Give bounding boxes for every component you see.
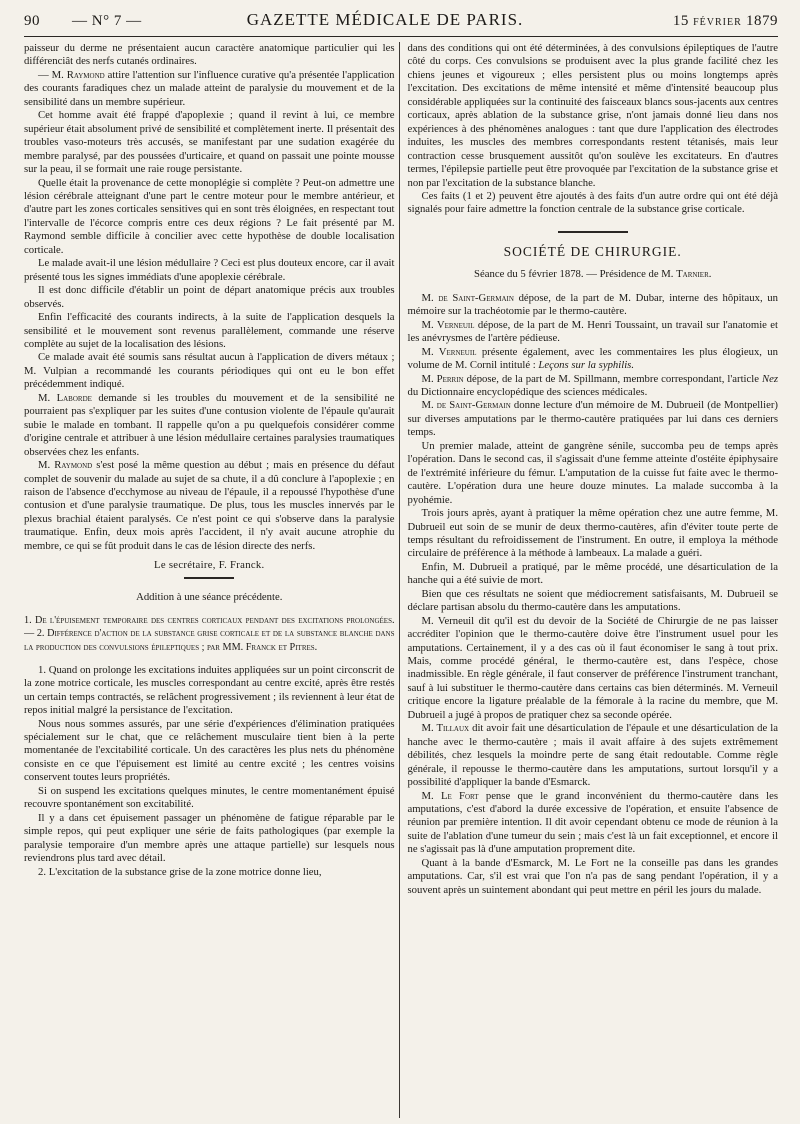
- paragraph: Un premier malade, atteint de gangrène sénile, succomba peu de temps après l'opération. Dans le second cas, il s'agissait d'une femme atteinte d'ostéite épiphysaire de l'extrémité inférieure du fémur. L'amputation de la cuisse fut faite avec le thermo-cautère. L'opération dura une heure douze minutes. La malade succomba à la pyohémie.: [407, 439, 778, 506]
- paragraph: [407, 373, 778, 400]
- speaker-name: M. Laborde: [38, 391, 92, 404]
- paragraph: [407, 722, 778, 789]
- paragraph: Ces faits (1 et 2) peuvent être ajoutés à des faits d'un autre ordre qui ont été déjà signalés pour faire admettre la fonction centrale de la substance grise corticale.: [407, 189, 778, 216]
- paragraph: [24, 392, 395, 459]
- paragraph: Nous nous sommes assurés, par une série d'expériences d'élimination pratiquées spécialement sur le chat, que ce relâchement musculaire tient bien à la perte momentanée de l'excitabilité corticale. Un des caractères les plus nets du phénomène consiste en ce que l'épuisement est limité au centre excité ; les centres voisins conservent toutes leurs propriétés.: [24, 717, 395, 784]
- paragraph: [407, 292, 778, 319]
- paragraph: — M. Raymond attire l'attention sur l'influence curative qu'a présentée l'application des courants faradiques chez un malade atteint de paralysie du mouvement et de la sensibilité dans un membre supérieur.: [24, 68, 395, 108]
- paragraph: Trois jours après, ayant à pratiquer la même opération chez une autre femme, M. Dubrueil eut soin de se munir de deux thermo-cautères, afin d'éviter toute perte de temps résultant du refroidissement de l'instrument. En outre, il employa la méthode circulaire de préférence à la méthode à lambeaux. La malade a guéri.: [407, 507, 778, 560]
- paragraph: [407, 790, 778, 857]
- paragraph-text: présente également, avec les commentaires les plus élogieux, un volume de M. Cornil intitulé :: [407, 345, 778, 372]
- paragraph: Quant à la bande d'Esmarck, M. Le Fort ne la conseille pas dans les grandes amputations. Car, s'il est vrai que l'on n'a pas de sang pendant l'opération, il y a souvent après un suintement abondant qui peut mettre en péril les jours du malade.: [407, 856, 778, 896]
- paragraph: Quelle était la provenance de cette monoplégie si complète ? Peut-on admettre une lésion cérébrale atteignant d'une part le centre moteur pour le membre antérieur, et d'autre part les zones corticales sensitives qui en sont très éloignées, en respectant tout l'intervalle de l'écorce compris entre ces deux régions ? Le fait présenté par M. Raymond semble difficile à concilier avec cette hypothèse de double localisation corticale.: [24, 176, 395, 256]
- journal-title: GAZETTE MÉDICALE DE PARIS.: [246, 10, 524, 29]
- header-rule: [24, 36, 778, 37]
- speaker-name: M. Verneuil: [421, 318, 475, 331]
- article-word: Nez: [761, 372, 778, 385]
- speaker-name: M. Verneuil: [421, 345, 477, 358]
- section-divider: [184, 577, 234, 579]
- paragraph: [24, 459, 395, 553]
- paragraph-text: donne lecture d'un mémoire de M. Dubrueil (de Montpellier) sur diverses amputations par le thermo-cautère pratiquées par lui dans ces derniers temps.: [407, 399, 778, 439]
- paragraph-text: pense que le grand inconvénient du thermo-cautère dans les amputations, c'est d'abord la durée excessive de l'opération, et ensuite l'absence de réunion par première intention. Il dit avoir cependant obtenu ce mode de réunion à la suite de l'ablation d'une tumeur du sein ; mais c'est là un fait exceptionnel, et encore il ne s'agissait pas là d'une amputation proprement dite.: [407, 789, 778, 856]
- addition-heading: Addition à une séance précédente.: [136, 590, 283, 603]
- date-month: FÉVRIER: [693, 17, 742, 28]
- columns: [24, 42, 778, 1118]
- seance-text: Séance du 5 février 1878. — Présidence de M.: [474, 268, 677, 281]
- paragraph: M. Verneuil dit qu'il est du devoir de la Société de Chirurgie de ne pas laisser accréditer l'opinion que le thermo-cautère doive être l'instrument usuel pour les amputations. Certainement, il y a des cas où il faut économiser le sang à tout prix. Mais, comme procédé général, le thermo-cautère est, dans l'espèce, chose inadmissible. En règle générale, il faut conserver de préférence l'instrument tranchant, sauf à lui substituer le thermo-cautère dans certains cas bien déterminés. M. Verneuil critique encore la ligature préalable de la fémorale à la racine du membre, que M. Dubrueil a jugé à propos de pratiquer chez sa seconde opérée.: [407, 614, 778, 721]
- paragraph: Il y a dans cet épuisement passager un phénomène de fatigue réparable par le simple repos, qui peut expliquer une série de faits pathologiques (par exemple la paralysie temporaire d'un membre après une attaque partielle) sur lesquels nous reviendrons plus tard avec détail.: [24, 811, 395, 865]
- paragraph: Enfin l'efficacité des courants indirects, à la suite de l'application desquels la sensibilité et le mouvement sont revenus parallèlement, commande une réserve complète au sujet de la localisation des lésions.: [24, 311, 395, 350]
- paragraph: Si on suspend les excitations quelques minutes, le centre momentanément épuisé recouvre spontanément son excitabilité.: [24, 784, 395, 811]
- speaker-name: M. Le Fort: [421, 789, 479, 802]
- book-title: Leçons sur la syphilis.: [538, 359, 635, 372]
- paragraph-text: attire l'attention sur l'influence curative qu'a présentée l'application des courants faradiques chez un malade atteint de paralysie du mouvement et de la sensibilité dans un membre supérieur.: [24, 68, 395, 108]
- paragraph-text: dépose, de la part de M. Henri Toussaint, un travail sur l'anatomie et les anévrysmes de l'artère pédieuse.: [407, 318, 778, 345]
- seance-line: [407, 268, 778, 281]
- paragraph: Enfin, M. Dubrueil a pratiqué, par le même procédé, une désarticulation de la hanche qui a été suivie de mort.: [407, 560, 778, 587]
- paragraph: Le malade avait-il une lésion médullaire ? Ceci est plus douteux encore, car il avait présenté tous les signes immédiats d'une apoplexie cérébrale.: [24, 257, 395, 283]
- secretary-signature: Le secrétaire, F. Franck.: [154, 559, 265, 572]
- paragraph: Cet homme avait été frappé d'apoplexie ; quand il revint à lui, ce membre supérieur était absolument privé de sensibilité et complètement inerte. Il présentait des troubles vaso-moteurs très accusés, se manifestant par une sudation exagérée du membre paralysé, par des poussées d'urticaire, et quand on passait une pointe mousse sur la peau, il se formait une raie rouge persistante.: [24, 109, 395, 176]
- paragraph-text: s'est posé la même question au début ; mais en présence du défaut complet de souvenir du malade au sujet de sa chute, il a dû conclure à l'apoplexie ; en raison de l'absence d'ecchymose au niveau de l'épaule, il a repoussé l'hypothèse d'une contusion et d'une paralysie traumatique. De plus, tous les muscles innervés par le plexus brachial étaient paralysés. Ce n'est point ce qui s'observe dans la paralysie traumatique. Enfin, deux mois après l'accident, il n'y avait aucune atrophie du membre, ce qui se fût produit dans le cas de lésion directe des nerfs.: [24, 459, 395, 552]
- president-name: Tarnier.: [676, 268, 712, 281]
- speaker-name: M. Perrin: [421, 372, 464, 385]
- page-header: [24, 0, 778, 30]
- paragraph: dans des conditions qui ont été déterminées, à des convulsions épileptiques de l'autre côté du corps. Ces convulsions se produisent avec la plus grande facilité chez les chiens jeunes et vigoureux ; elles persistent plus ou moins longtemps après l'excitation. Des excitations de même intensité et même d'intensité beaucoup plus considérable appliquées sur la continuité des faisceaux blancs sous-jacents aux centres corticaux, après ablation de la substance grise, n'ont jamais donné lieu dans nos expériences à des phénomènes analogues : tant que dure l'application des électrodes induites, les muscles des membres correspondants restent tétanisés, mais leur contraction cesse brusquement aussitôt qu'on soulève les excitateurs. En d'autres termes, l'épilepsie partielle peut être provoquée par l'excitation de la substance grise et non par l'excitation de la substance blanche.: [407, 42, 778, 189]
- paragraph-text: dit avoir fait une désarticulation de l'épaule et une désarticulation de la hanche avec le thermo-cautère ; mais il avait affaire à des sujets extrêmement débilités, chez lesquels la moindre perte de sang était redoutable. Comme règle générale, il repousse le thermo-cautère dans les amputations, surtout lorsqu'il y a possibilité d'appliquer la bande d'Esmarck.: [407, 722, 778, 789]
- paragraph: 1. Quand on prolonge les excitations induites appliquées sur un point circonscrit de la zone motrice corticale, les muscles correspondant au centre excité, après être restés un certain temps contractés, se relâchent progressivement ; ils reviennent à leur état de repos initial malgré la persistance de l'excitation.: [24, 663, 395, 717]
- paragraph-text: du Dictionnaire encyclopédique des sciences médicales.: [407, 385, 648, 398]
- paragraph: Ce malade avait été soumis sans résultat aucun à l'application de divers métaux ; M. Vulpian a recommandé les courants périodiques qui ont eu le bon effet précédemment indiqué.: [24, 351, 395, 391]
- section-title: SOCIÉTÉ DE CHIRURGIE.: [503, 243, 682, 259]
- column-rule: [399, 42, 400, 1118]
- issue-date: [578, 13, 778, 30]
- paragraph-text: dépose, de la part de M. Dubar, interne des hôpitaux, un mémoire sur la trachéotomie par le thermo-cautère.: [407, 291, 778, 318]
- paragraph-text: demande si les troubles du mouvement et de la sensibilité ne pourraient pas s'expliquer par les suites d'une contusion violente de l'épaule qu'aurait subie le malade en tombant. Il rappelle qu'on a pu quelquefois considérer comme d'origine centrale et attribuer à une lésion médullaire certaines paralysies traumatiques observées chez les enfants.: [24, 391, 395, 458]
- paragraph: [407, 319, 778, 346]
- paragraph: 2. L'excitation de la substance grise de la zone motrice donne lieu,: [38, 865, 322, 878]
- speaker-name: M. de Saint-Germain: [421, 291, 514, 304]
- paragraph: Bien que ces résultats ne soient que médiocrement satisfaisants, M. Dubrueil se déclare partisan absolu du thermo-cautère dans les amputations.: [407, 587, 778, 614]
- page-number: 90: [24, 13, 40, 29]
- date-year: 1879: [746, 13, 778, 29]
- right-column: [407, 42, 778, 1118]
- paragraph: [407, 346, 778, 373]
- speaker-name: M. Raymond: [51, 68, 105, 81]
- paragraph: paisseur du derme ne présentaient aucun caractère anatomique particulier qui les différenciât des nerfs cutanés ordinaires.: [24, 42, 395, 68]
- speaker-name: M. Tillaux: [421, 722, 470, 735]
- section-divider: [558, 231, 628, 233]
- paragraph-text: dépose, de la part de M. Spillmann, membre correspondant, l'article: [463, 372, 762, 385]
- paragraph: Il est donc difficile d'établir un point de départ anatomique précis aux troubles observés.: [24, 284, 395, 310]
- date-day: 15: [672, 13, 689, 29]
- left-column: [24, 42, 395, 1118]
- article-title: 1. De l'épuisement temporaire des centres corticaux pendant des excitations prolongées. — 2. Différence d'action de la substance grise corticale et de la substance blanche dans la production des convulsions épileptiques ; par MM. Franck et Pitres.: [24, 615, 395, 653]
- issue-number: — N° 7 —: [72, 13, 142, 29]
- speaker-name: M. Raymond: [38, 459, 93, 472]
- paragraph: [407, 399, 778, 439]
- speaker-name: M. de Saint-Germain: [421, 399, 511, 412]
